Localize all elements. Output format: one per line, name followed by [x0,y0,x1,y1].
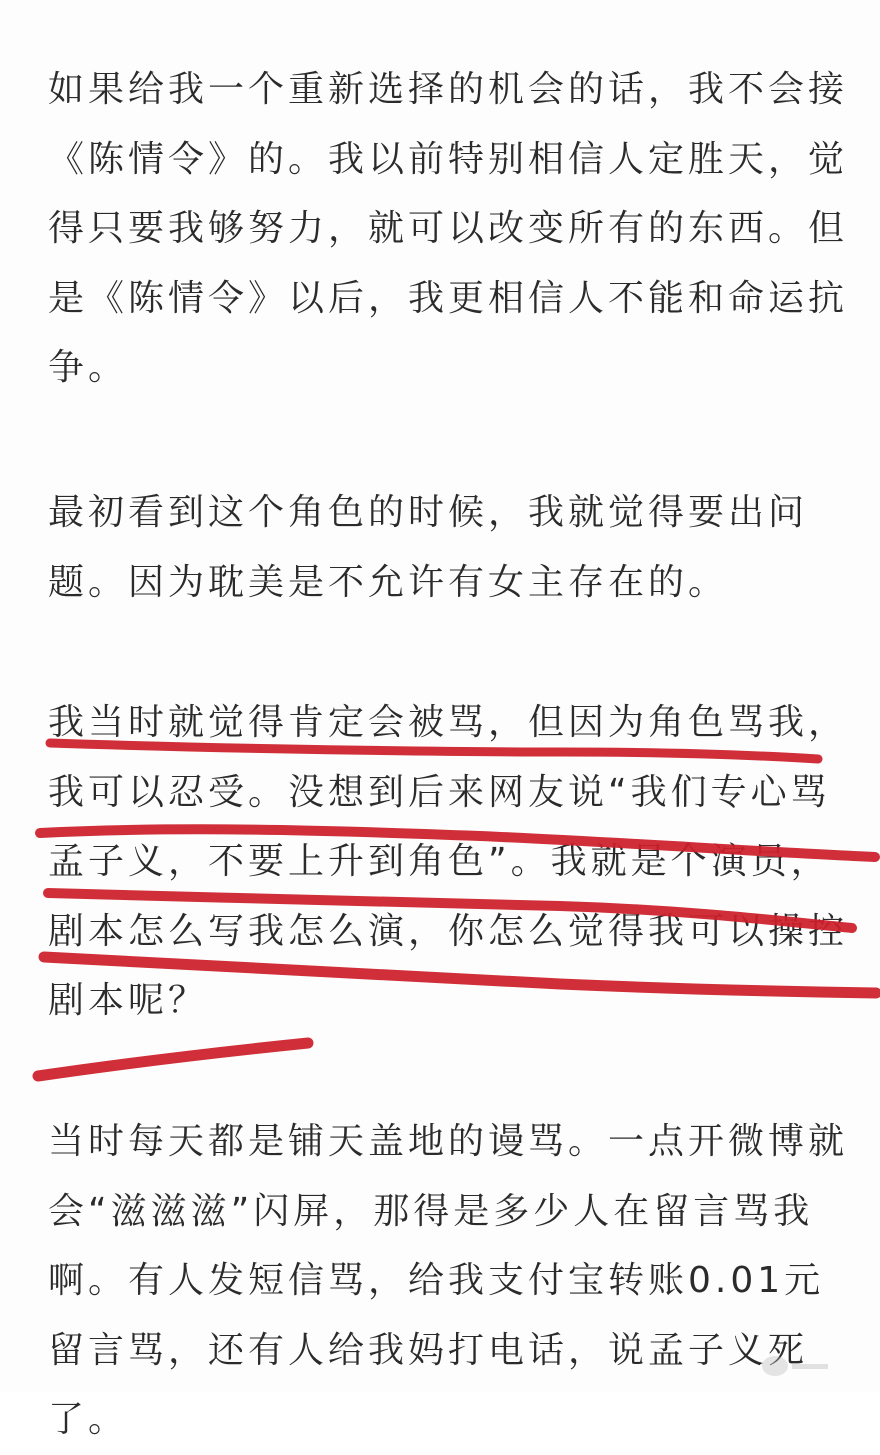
paragraph-3-highlighted: 我当时就觉得肯定会被骂，但因为角色骂我，我可以忍受。没想到后来网友说“我们专心骂孟子义，不要上升到角色”。我就是个演员，剧本怎么写我怎么演，你怎么觉得我可以操控剧本呢？ [48,702,849,1021]
red-underline-5 [38,1043,308,1076]
paragraph-1: 如果给我一个重新选择的机会的话，我不会接《陈情令》的。我以前特别相信人定胜天，觉得只要我够努力，就可以改变所有的东西。但是《陈情令》以后，我更相信人不能和命运抗争。 [48,69,849,388]
watermark-bar [792,1364,828,1369]
weibo-logo-icon [762,1352,832,1380]
weibo-eye-icon [762,1356,788,1376]
paragraph-2: 最初看到这个角色的时候，我就觉得要出问题。因为耽美是不允许有女主存在的。 [48,492,809,603]
paragraph-4: 当时每天都是铺天盖地的谩骂。一点开微博就会“滋滋滋”闪屏，那得是多少人在留言骂我啊。有人发短信骂，给我支付宝转账0.01元留言骂，还有人给我妈打电话，说孟子义死了。 [48,1121,849,1440]
